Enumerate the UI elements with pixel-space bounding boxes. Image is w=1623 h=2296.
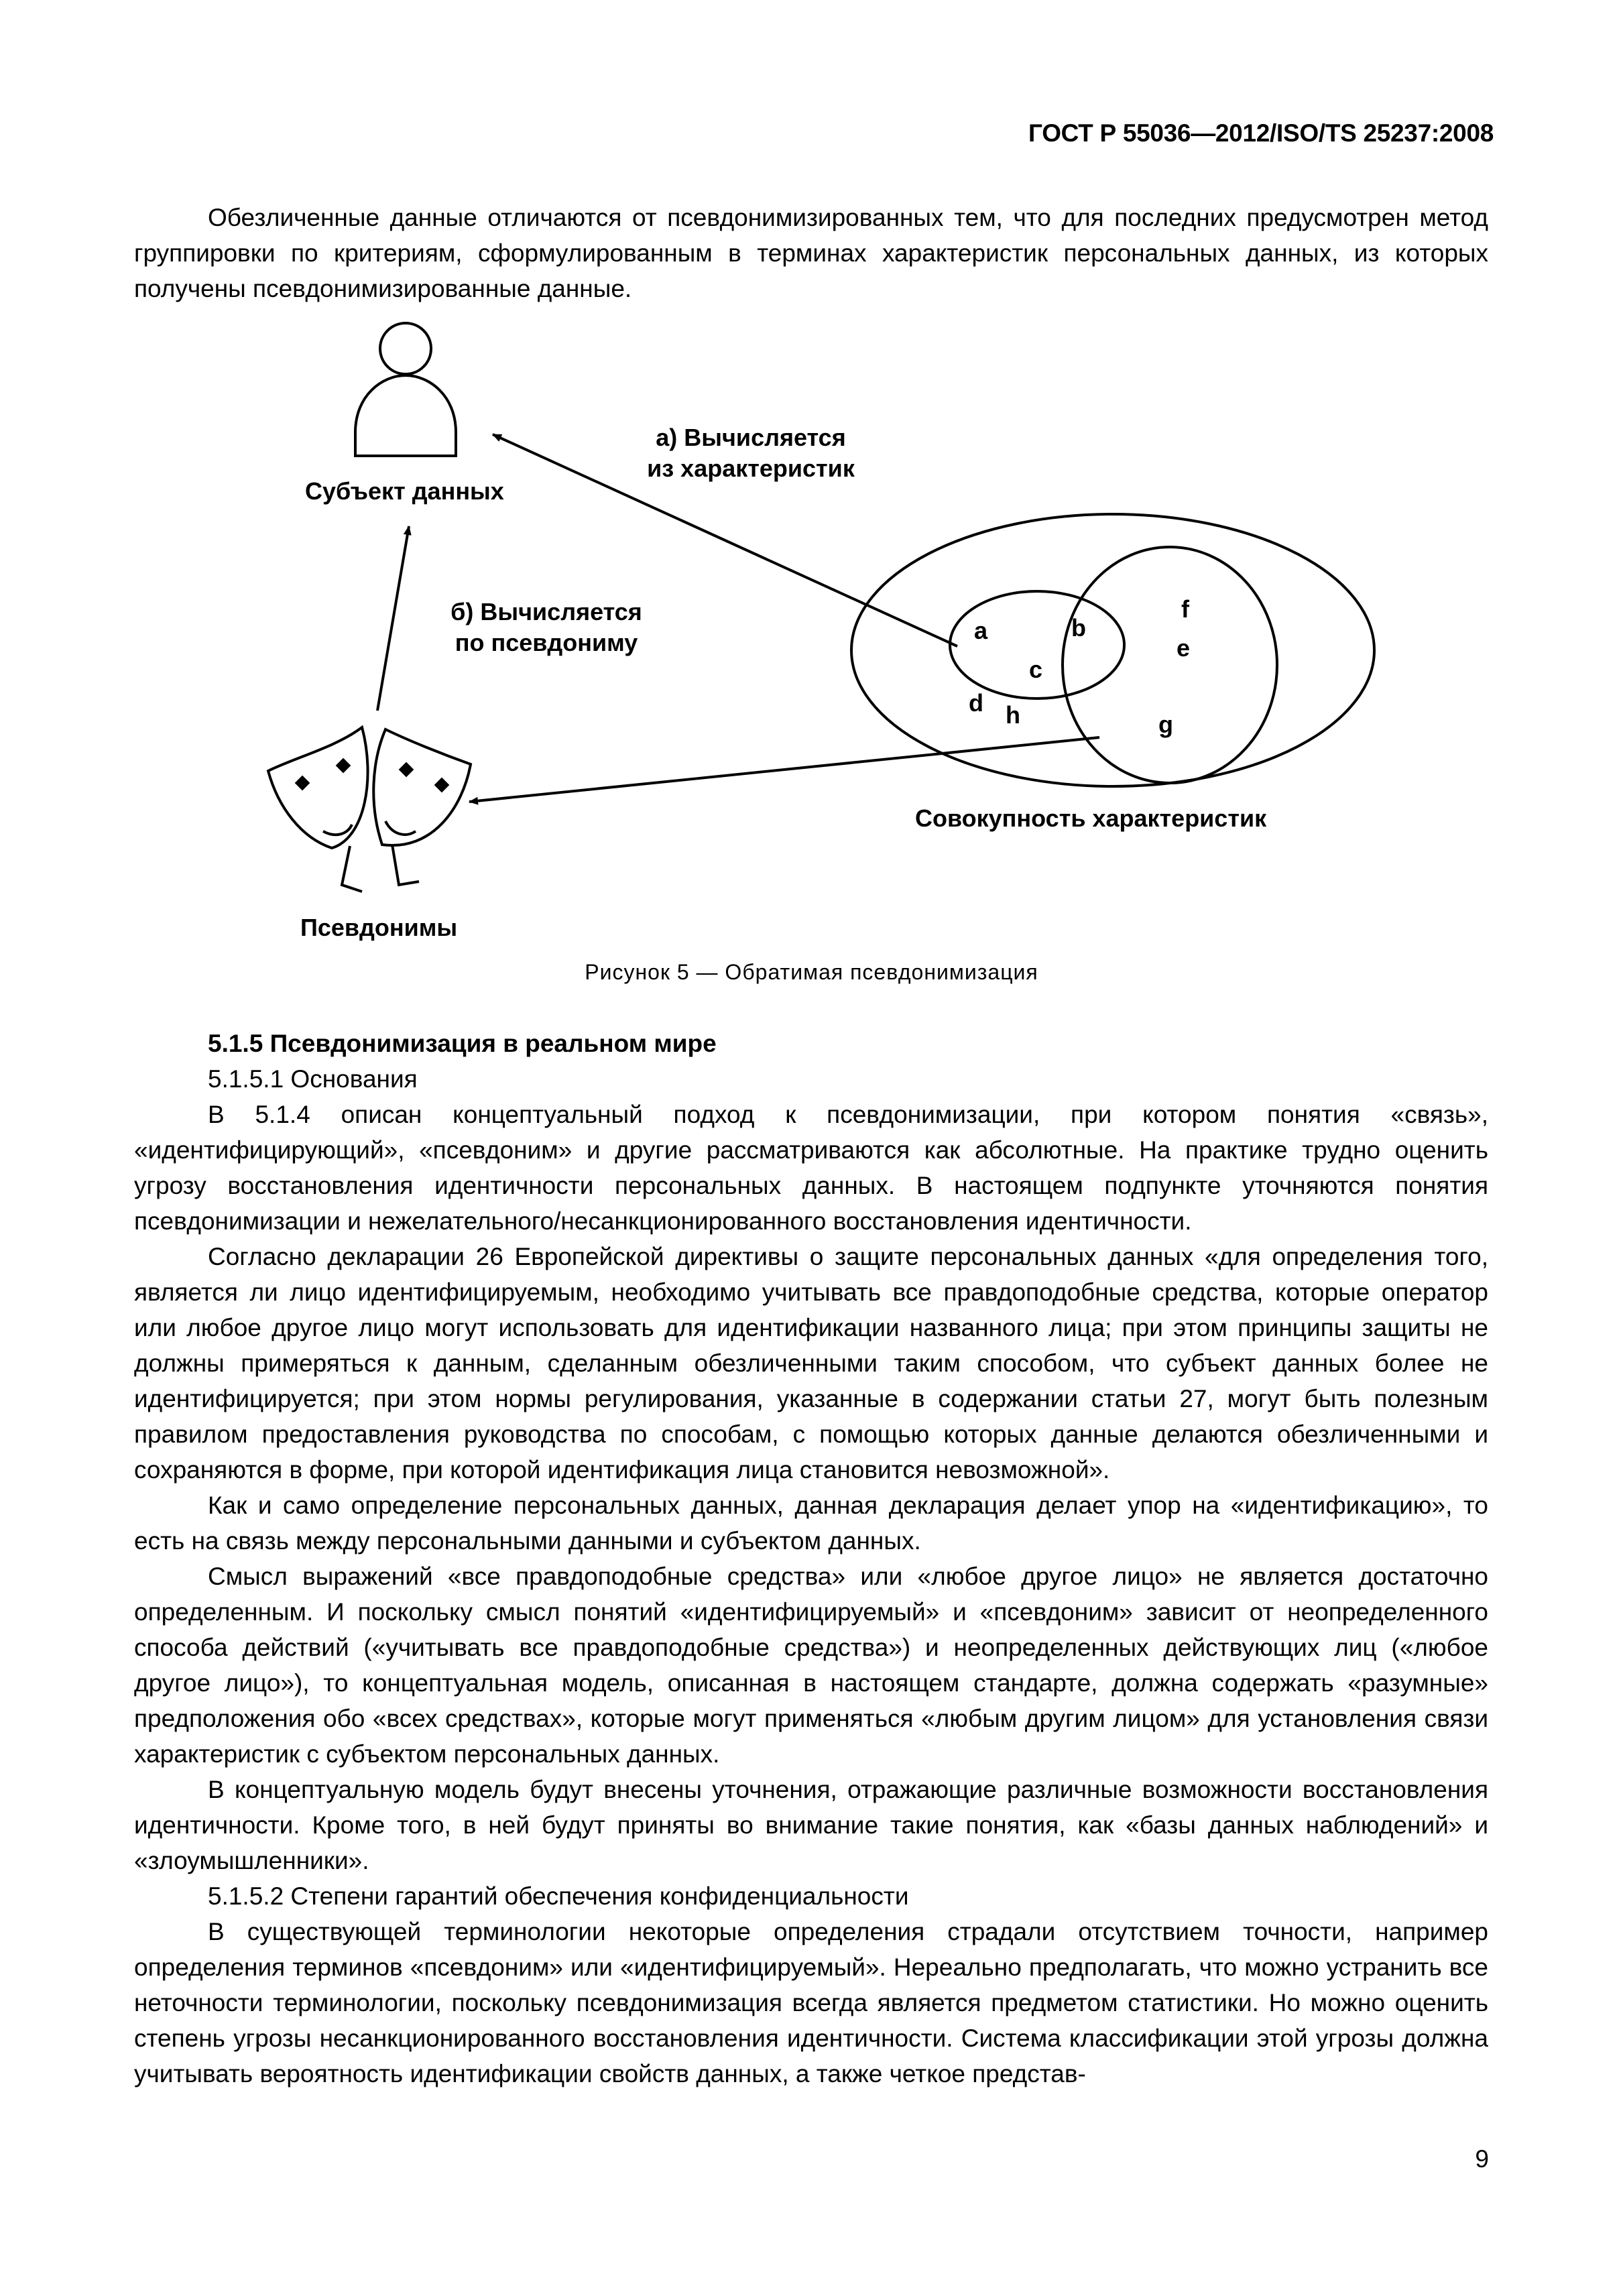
section-body (134, 1026, 1488, 2092)
paragraph: Согласно декларации 26 Европейской директивы о защите персональных данных «для определения того, является ли лицо идентифицируемым, необходимо учитывать все правдоподобные средства, которые оператор или любое другое лицо могут использовать для идентификации названного лица; при этом принципы защиты не должны примеряться к данным, сделанным обезличенными таким способом, что субъект данных более не идентифицируется; при этом нормы регулирования, указанные в содержании статьи 27, могут быть полезным правилом предоставления руководства по способам, с помощью которых данные делаются обезличенными и сохраняются в форме, при которой идентификация лица становится невозможной». (134, 1243, 1488, 1484)
set-element-h: h (1006, 701, 1020, 729)
pseudonyms-masks-icon (268, 727, 471, 892)
figure-diagram (0, 308, 1623, 979)
set-element-d: d (969, 689, 983, 717)
paragraph: В существующей терминологии некоторые определения страдали отсутствием точности, например определения терминов «псевдоним» или «идентифицируемый». Нереально предполагать, что можно устранить все неточности терминологии, поскольку псевдонимизация всегда является предметом статистики. Но можно оценить степень угрозы несанкционированного восстановления идентичности. Система классификации этой угрозы должна учитывать вероятность идентификации свойств данных, а также четкое представ- (134, 1918, 1488, 2088)
set-element-a: a (974, 617, 988, 644)
subsection-1-heading: 5.1.5.1 Основания (208, 1065, 418, 1093)
intro-paragraph: Обезличенные данные отличаются от псевдонимизированных тем, что для последних предусмотрен метод группировки по критериям, сформулированным в терминах характеристик персональных данных, из которых получены псевдонимизированные данные. (134, 204, 1488, 302)
section-title: 5.1.5 Псевдонимизация в реальном мире (208, 1030, 717, 1057)
arrow-b-label (419, 597, 674, 658)
paragraph: В 5.1.4 описан концептуальный подход к псевдонимизации, при котором понятия «связь», «идентифицирующий», «псевдоним» и другие рассматриваются как абсолютные. На практике трудно оценить угрозу восстановления идентичности персональных данных. В настоящем подпункте уточняются понятия псевдонимизации и нежелательного/несанкционированного восстановления идентичности. (134, 1101, 1488, 1235)
arrow-a-label (623, 422, 878, 484)
page-header-standard-code: ГОСТ Р 55036—2012/ISO/TS 25237:2008 (1028, 119, 1494, 147)
data-subject-icon (355, 323, 456, 456)
paragraph: Смысл выражений «все правдоподобные средства» или «любое другое лицо» не является достаточно определенным. И поскольку смысл понятий «идентифицируемый» и «псевдоним» зависит от неопределенного способа действий («учитывать все правдоподобные средства») и неопределенных действующих лиц («любое другое лицо»), то концептуальная модель, описанная в настоящем стандарте, должна содержать «разумные» предположения обо «всех средствах», которые могут применяться «любым другим лицом» для установления связи характеристик с субъектом персональных данных. (134, 1563, 1488, 1768)
figure-caption: Рисунок 5 — Обратимая псевдонимизация (585, 960, 1038, 984)
set-element-c: c (1029, 656, 1043, 683)
arrow-a-label-line1: а) Вычисляется (656, 424, 846, 451)
arrow-a-label-line2: из характеристик (647, 455, 855, 482)
arrow-characteristics-to-pseudonyms (469, 737, 1099, 802)
characteristics-set (851, 514, 1374, 786)
set-element-e: e (1177, 634, 1191, 662)
paragraph: Как и само определение персональных данных, данная декларация делает упор на «идентификацию», то есть на связь между персональными данными и субъектом данных. (134, 1492, 1488, 1555)
arrow-b-label-line1: б) Вычисляется (450, 598, 642, 625)
set-element-f: f (1181, 595, 1189, 623)
data-subject-label: Субъект данных (305, 477, 504, 505)
set-element-g: g (1158, 711, 1173, 738)
page-number: 9 (1475, 2145, 1489, 2173)
arrow-b (377, 526, 409, 711)
characteristics-label: Совокупность характеристик (915, 804, 1267, 832)
paragraph: В концептуальную модель будут внесены уточнения, отражающие различные возможности восстановления идентичности. Кроме того, в ней будут приняты во внимание такие понятия, как «базы данных наблюдений» и «злоумышленники». (134, 1776, 1488, 1874)
set-element-b: b (1071, 614, 1086, 642)
arrow-b-label-line2: по псевдониму (455, 629, 638, 656)
pseudonyms-label: Псевдонимы (300, 914, 458, 941)
figure-reversible-pseudonymization (0, 308, 1623, 979)
intro-text (134, 200, 1488, 306)
subsection-2-heading: 5.1.5.2 Степени гарантий обеспечения конфиденциальности (208, 1882, 909, 1910)
